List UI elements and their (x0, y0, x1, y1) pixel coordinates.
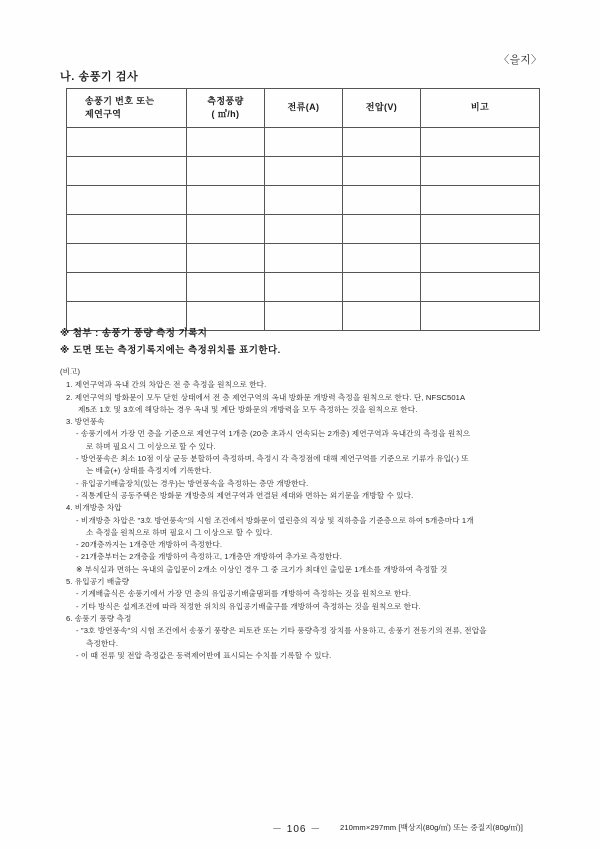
remark-item (60, 539, 552, 551)
table-cell[interactable] (187, 186, 265, 215)
column-header-voltage: 전압(V) (343, 89, 421, 128)
remark-text: - 이 때 전류 및 전압 측정값은 동력제어반에 표시되는 수치를 기록할 수 있다. (76, 650, 332, 660)
column-header-current: 전류(A) (265, 89, 343, 128)
remark-text: - 기계배출식은 송풍기에서 가장 먼 층의 유입공기배출댐퍼를 개방하여 측정하는 것을 원칙으로 한다. (76, 589, 412, 599)
column-header-measured-airflow: 측정풍량 ( ㎥/h) (187, 89, 265, 128)
page-title: 나. 송풍기 검사 (60, 71, 139, 83)
remark-text: - "3호 방연풍속"의 시험 조건에서 송풍기 풍량은 피토관 또는 기타 풍량측정 장치를 사용하고, 송풍기 전동기의 전류, 전압을 (76, 626, 487, 636)
remark-item (60, 428, 552, 453)
remark-continuation: 소 측정을 원칙으로 하며 필요시 그 이상으로 할 수 있다. (86, 527, 273, 537)
table-cell[interactable] (67, 157, 187, 186)
table-cell[interactable] (421, 244, 540, 273)
remark-item (60, 416, 552, 428)
table-row (67, 273, 540, 302)
remarks-title: (비고) (60, 367, 81, 376)
table-row (67, 244, 540, 273)
table-cell[interactable] (265, 273, 343, 302)
column-header-notes: 비고 (421, 89, 540, 128)
remarks-list (60, 379, 552, 662)
table-cell[interactable] (421, 273, 540, 302)
remark-item (60, 564, 552, 576)
remark-text: - 21개층부터는 2개층을 개방하여 측정하고, 1개층만 개방하여 추가로 측정한다. (76, 552, 342, 562)
remark-item (60, 601, 552, 613)
remark-item (60, 515, 552, 540)
table-cell[interactable] (265, 157, 343, 186)
document-type-marker: 〈을지〉 (498, 54, 542, 66)
table-row (67, 157, 540, 186)
remark-text: - 유입공기배출장치(있는 경우)는 방연풍속을 측정하는 층만 개방한다. (76, 478, 309, 488)
remark-text: - 송풍기에서 가장 먼 층을 기준으로 제연구역 1개층 (20층 초과시 연속되는 2개층) 제연구역과 옥내간의 측정을 원칙으 (76, 429, 471, 439)
table-cell[interactable] (187, 215, 265, 244)
remark-text: 3. 방연풍속 (66, 417, 105, 427)
remark-item (60, 613, 552, 625)
page-footer (0, 820, 600, 842)
remark-text: - 비개방층 차압은 "3호 방연풍속"의 시험 조건에서 방화문이 열린층의 직상 및 직하층을 기준층으로 하여 5개층마다 1개 (76, 515, 474, 525)
table-cell[interactable] (343, 302, 421, 331)
table-cell[interactable] (421, 302, 540, 331)
remarks-block (60, 366, 552, 662)
table-row (67, 186, 540, 215)
table-body (67, 128, 540, 331)
remark-text: - 직통계단식 공동주택은 방화문 개방층의 제연구역과 연결된 세대와 면하는 외기문을 개방할 수 있다. (76, 490, 414, 500)
remark-continuation: 로 하며 필요시 그 이상으로 할 수 있다. (86, 441, 216, 451)
table-cell[interactable] (67, 244, 187, 273)
table-cell[interactable] (421, 215, 540, 244)
remark-text: - 기타 방식은 설계조건에 따라 적정한 위치의 유입공기배출구를 개방하여 측정하는 것을 원칙으로 한다. (76, 601, 421, 611)
table-cell[interactable] (187, 273, 265, 302)
remark-item (60, 502, 552, 514)
table-cell[interactable] (421, 157, 540, 186)
remark-item (60, 453, 552, 478)
remark-item (60, 478, 552, 490)
table-cell[interactable] (343, 157, 421, 186)
remark-text: ※ 부식실과 면하는 옥내의 출입문이 2개소 이상인 경우 그 중 크기가 최대인 출입문 1개소를 개방하여 측정할 것 (76, 564, 448, 574)
table-cell[interactable] (343, 273, 421, 302)
attachment-note-line: ※ 도면 또는 측정기록지에는 측정위치를 표기한다. (60, 344, 281, 356)
table-cell[interactable] (421, 128, 540, 157)
remark-text: 4. 비개방층 차압 (66, 503, 122, 513)
table-cell[interactable] (343, 215, 421, 244)
paper-specification: 210mm×297mm [백상지(80g/㎡) 또는 중질지(80g/㎡)] (340, 823, 523, 832)
remark-item (60, 392, 552, 417)
attachment-notes (60, 326, 281, 359)
table-cell[interactable] (343, 244, 421, 273)
remark-item (60, 379, 552, 391)
table-cell[interactable] (265, 215, 343, 244)
table-cell[interactable] (343, 128, 421, 157)
remark-item (60, 490, 552, 502)
table-row (67, 128, 540, 157)
attachment-note-line: ※ 첨부 : 송풍기 풍량 측정 기록지 (60, 328, 208, 339)
table-cell[interactable] (421, 186, 540, 215)
remark-continuation: 는 배출(+) 상태를 측정지에 기록한다. (86, 466, 212, 476)
table-cell[interactable] (265, 128, 343, 157)
remark-item (60, 576, 552, 588)
remark-text: 1. 제연구역과 옥내 간의 차압은 전 층 측정을 원칙으로 한다. (66, 380, 267, 390)
table-row (67, 215, 540, 244)
remark-text: - 방연풍속은 최소 10점 이상 균등 분할하여 측정하며, 측정시 각 측정점에 대해 제연구역를 기준으로 기류가 유입(-) 또 (76, 454, 469, 464)
blower-inspection-table-wrapper (66, 88, 540, 331)
table-cell[interactable] (265, 186, 343, 215)
remark-item (60, 625, 552, 650)
remark-continuation: 측정한다. (86, 638, 119, 648)
table-header (67, 89, 540, 128)
remark-continuation: 제5조 1호 및 3호에 해당하는 경우 옥내 및 계단 방화문의 개방력을 모두 측정하는 것을 원칙으로 한다. (78, 404, 418, 414)
table-cell[interactable] (187, 244, 265, 273)
remark-item (60, 551, 552, 563)
table-cell[interactable] (67, 128, 187, 157)
table-cell[interactable] (187, 157, 265, 186)
remark-text: 6. 송풍기 풍량 측정 (66, 613, 132, 623)
table-cell[interactable] (265, 244, 343, 273)
table-cell[interactable] (67, 186, 187, 215)
remark-item (60, 650, 552, 662)
table-cell[interactable] (187, 128, 265, 157)
remark-text: 2. 제연구역의 방화문이 모두 닫힌 상태에서 전 층 제연구역의 옥내 방화문 개방력 측정을 원칙으로 한다. 단, NFSC501A (66, 392, 466, 402)
table-cell[interactable] (343, 186, 421, 215)
table-header-row (67, 89, 540, 128)
blower-inspection-table (66, 88, 540, 331)
table-cell[interactable] (67, 273, 187, 302)
remark-item (60, 588, 552, 600)
remark-text: 5. 유입공기 배출량 (66, 577, 130, 587)
column-header-blower-id: 송풍기 번호 또는 제연구역 (67, 89, 187, 128)
page-number: － 106 － (272, 824, 322, 835)
table-cell[interactable] (67, 215, 187, 244)
remark-text: - 20개층까지는 1개층만 개방하여 측정한다. (76, 540, 223, 550)
